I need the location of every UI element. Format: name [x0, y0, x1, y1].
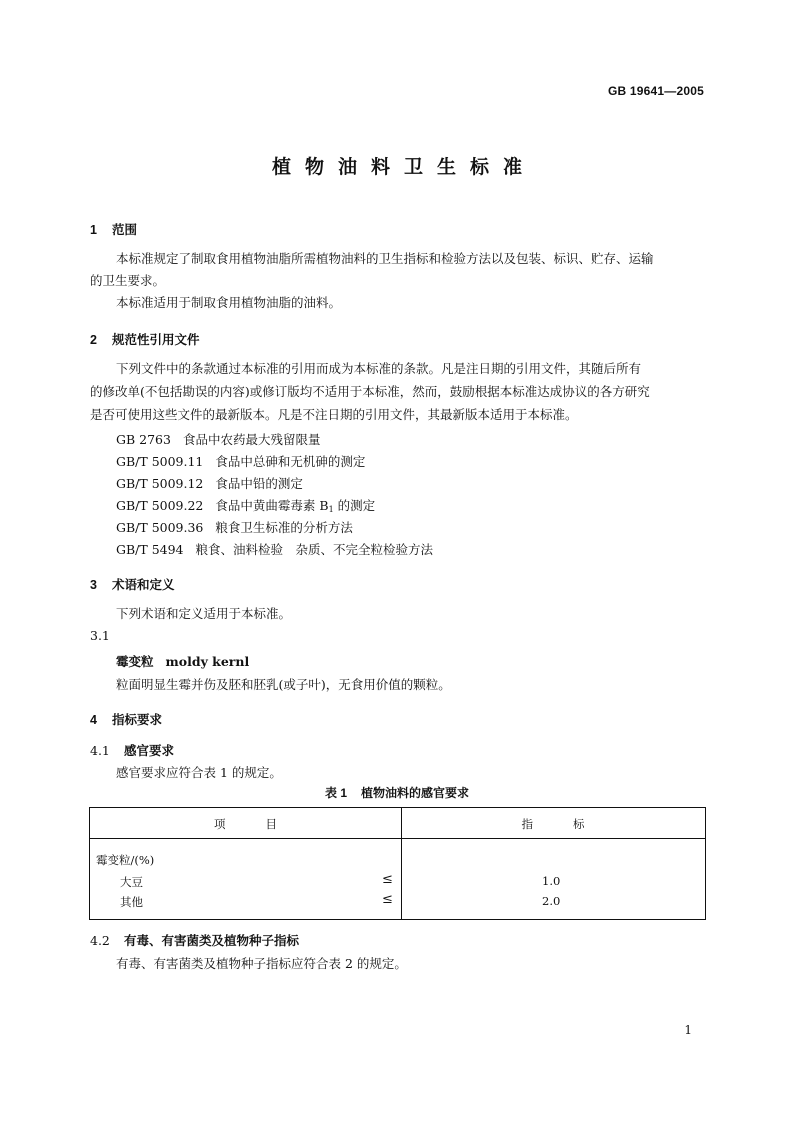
reference-item	[116, 452, 365, 470]
table-row-value: 2.0	[542, 894, 561, 908]
term-entry	[116, 652, 249, 670]
reference-title: 食品中总砷和无机砷的测定	[215, 454, 366, 469]
section-number: 4	[90, 713, 97, 727]
terms-intro	[90, 603, 706, 626]
table-header-divider	[90, 838, 705, 839]
section-number: 3	[90, 578, 97, 592]
table-row-operator: ≤	[382, 892, 393, 907]
section-title: 规范性引用文件	[112, 333, 200, 347]
column-header-index: 指标	[521, 817, 625, 831]
reference-code: GB/T 5009.11	[116, 454, 204, 469]
reference-title-text: 食品中黄曲霉毒素 B	[215, 498, 329, 513]
reference-title: 食品中农药最大残留限量	[182, 432, 321, 447]
reference-code: GB/T 5009.36	[116, 520, 204, 535]
paragraph-text: 本标准适用于制取食用植物油脂的油料。	[116, 295, 342, 310]
reference-title: 粮食、油料检验 杂质、不完全粒检验方法	[195, 542, 434, 557]
document-title: 植物油料卫生标准	[271, 157, 536, 178]
term-definition: 粒面明显生霉并伤及胚和胚乳(或子叶)，无食用价值的颗粒。	[116, 677, 451, 692]
section-2-heading	[90, 330, 200, 348]
paragraph-text: 下列术语和定义适用于本标准。	[116, 606, 292, 621]
section-1-heading	[90, 220, 137, 238]
subsection-4-1-heading	[90, 741, 174, 759]
references-intro-line-1	[90, 358, 706, 381]
paragraph-text: 下列文件中的条款通过本标准的引用而成为本标准的条款。凡是注日期的引用文件，其随后所有	[116, 361, 642, 376]
term-english: moldy kernl	[165, 654, 250, 669]
section-4-heading	[90, 710, 162, 728]
table-1	[89, 807, 706, 920]
paragraph-text: 本标准规定了制取食用植物油脂所需植物油料的卫生指标和检验方法以及包装、标识、贮存、运输	[116, 251, 654, 266]
table-row-name: 大豆	[120, 875, 143, 889]
scope-paragraph-1	[90, 248, 706, 271]
subsection-4-2-text: 有毒、有害菌类及植物种子指标应符合表 2 的规定。	[116, 956, 407, 971]
term-number: 3.1	[90, 628, 110, 643]
reference-code: GB/T 5009.12	[116, 476, 204, 491]
reference-item	[116, 496, 375, 514]
table-title: 植物油料的感官要求	[361, 786, 470, 800]
term-chinese: 霉变粒	[116, 654, 154, 669]
subsection-title: 有毒、有害菌类及植物种子指标	[124, 934, 300, 948]
subsection-number: 4.1	[90, 743, 110, 758]
standard-code: GB 19641—2005	[608, 84, 704, 98]
references-intro-line-3: 是否可使用这些文件的最新版本。凡是不注日期的引用文件，其最新版本适用于本标准。	[90, 407, 578, 422]
reference-title: 食品中铅的测定	[215, 476, 303, 491]
table-1-caption	[0, 784, 794, 801]
scope-paragraph-1-cont: 的卫生要求。	[90, 273, 166, 288]
table-row-value: 1.0	[542, 874, 561, 888]
section-title: 指标要求	[112, 713, 163, 727]
table-group-label: 霉变粒/(%)	[96, 853, 155, 867]
reference-item	[116, 430, 320, 448]
subsection-number: 4.2	[90, 933, 110, 948]
reference-title: 粮食卫生标准的分析方法	[215, 520, 353, 535]
column-header-item: 项目	[214, 817, 317, 831]
table-row-name: 其他	[120, 895, 143, 909]
subsection-4-2-heading	[90, 931, 299, 949]
subscript: 1	[328, 505, 334, 514]
table-row-operator: ≤	[382, 872, 393, 887]
references-intro-line-2: 的修改单(不包括勘误的内容)或修订版均不适用于本标准，然而，鼓励根据本标准达成协议的各方研究	[90, 384, 650, 399]
page-number: 1	[684, 1023, 692, 1037]
section-title: 范围	[112, 223, 138, 237]
section-number: 2	[90, 333, 97, 347]
table-number: 表 1	[324, 786, 347, 800]
reference-code: GB/T 5494	[116, 542, 184, 557]
subsection-title: 感官要求	[124, 744, 175, 758]
reference-code: GB/T 5009.22	[116, 498, 204, 513]
reference-item	[116, 540, 433, 558]
scope-paragraph-2	[90, 292, 706, 315]
section-title: 术语和定义	[112, 578, 175, 592]
subsection-4-1-text: 感官要求应符合表 1 的规定。	[116, 765, 282, 780]
reference-code: GB 2763	[116, 432, 171, 447]
section-3-heading	[90, 575, 175, 593]
section-number: 1	[90, 223, 97, 237]
reference-title	[215, 496, 375, 514]
reference-title-suffix: 的测定	[333, 498, 376, 513]
reference-item	[116, 474, 303, 492]
reference-item	[116, 518, 353, 536]
